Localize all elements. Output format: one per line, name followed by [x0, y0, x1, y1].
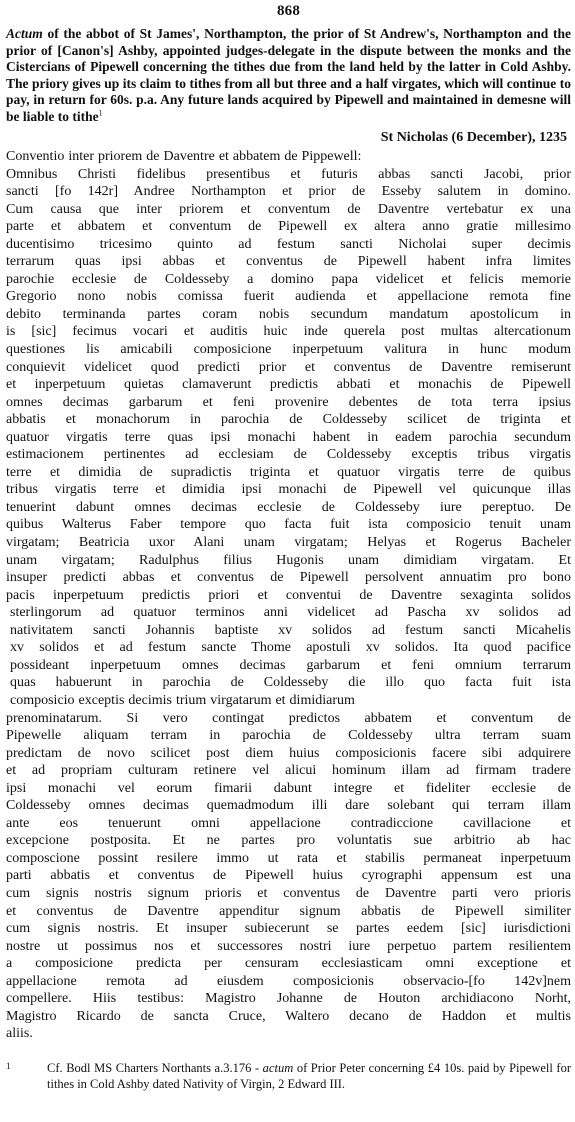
charter-line: sterlingorum ad quatuor terminos anni videlicet ad Pascha xv solidos ad — [10, 605, 571, 621]
charter-line: quatuor virgatis terre quas ipsi monachi habent in eadem parochia secundum — [6, 429, 571, 445]
charter-line: is [sic] fecimus vocari et auditis huic inde querela post multas altercationum — [6, 324, 571, 340]
charter-line: compellere. Hiis testibus: Magistro Johanne de Houton archidiacono Norht, — [6, 991, 571, 1007]
charter-line: debito terminanda partes coram nobis secundum mandatum apostolicum in — [6, 306, 571, 322]
charter-line: Omnibus Christi fidelibus presentibus et futuris abbas sancti Jacobi, prior — [6, 166, 571, 182]
charter-line: composcione possint resilere immo ut rata et stabilis permaneat inperpetuum — [6, 850, 571, 866]
charter-line: pacis inperpetuum predictis priori et conventui de Daventre sexaginta solidos — [6, 587, 571, 603]
footnote-italic: actum — [262, 1061, 294, 1075]
charter-line: tribus virgatis terre et dimidia ipsi monachi de Pipewell vel quicunque illas — [6, 482, 571, 498]
charter-line: prenominatarum. Si vero contingat predictos abbatem et conventum de — [6, 710, 571, 726]
charter-line: xv solidos et ad festum sancte Thome apostuli xv solidos. Ita quod pacifice — [10, 640, 571, 656]
charter-line: parti abbatis et conventus de Pipewell huius cyrographi appensum est una — [6, 868, 571, 884]
charter-line: terrarum quas ipsi abbas et conventus de Pipewell habent infra limites — [6, 254, 571, 270]
footnote-mark: 1 — [6, 1061, 11, 1071]
charter-line: excepcione postposita. Et ne partes pro voluntatis sue arbitrio ab hac — [6, 833, 571, 849]
charter-line: predictam de novo scilicet post diem huius composicionis facere sibi adquirere — [6, 745, 571, 761]
charter-line: parochie ecclesie de Coldesseby a domino papa videlicet et felicis memorie — [6, 271, 571, 287]
footnote-reference[interactable]: 1 — [98, 108, 103, 117]
charter-line: Magistro Ricardo de sancta Cruce, Waltero decano de Haddon et multis — [6, 1008, 571, 1024]
charter-line: et inperpetuum quietas clamaverunt predictis abbati et monachis de Pipewell — [6, 377, 571, 393]
footnote-text-before: Cf. Bodl MS Charters Northants a.3.176 - — [47, 1061, 263, 1075]
charter-line: estimacionem pertinentes ad ecclesiam de Coldesseby exceptis tribus virgatis — [6, 447, 571, 463]
charter-line: nativitatem sancti Johannis baptiste xv solidos ad festum sancti Micahelis — [10, 622, 571, 638]
charter-line: abbatis et monachorum in parochia de Coldesseby scilicet de triginta et — [6, 412, 571, 428]
charter-line: quas habuerunt in parochia de Coldesseby die illo quo facta fuit ista — [10, 675, 571, 691]
charter-line: Coldesseby omnes decimas quemadmodum illi dare solebant qui terram illam — [6, 798, 571, 814]
charter-summary — [6, 26, 571, 125]
charter-text — [6, 148, 571, 1043]
charter-line: ducentisimo tricesimo quinto ad festum sancti Nicholai super decimis — [6, 236, 571, 252]
charter-line: composicio exceptis decimis trium virgatarum et dimidiarum — [10, 692, 355, 708]
document-page — [6, 0, 571, 1122]
charter-line: tenuerint dabunt omnes decimas ecclesie de Coldesseby iure pereptuo. De — [6, 499, 571, 515]
charter-line: virgatam; Beatricia uxor Alani unam virgatam; Helyas et Rogerus Bacheler — [6, 535, 571, 551]
page-number: 868 — [276, 3, 301, 19]
charter-line: Conventio inter priorem de Daventre et abbatem de Pippewell: — [6, 149, 362, 164]
charter-line: Gregorio nono nobis comissa fuerit audienda et appellacione remota fine — [6, 289, 571, 305]
footnote-text — [47, 1061, 571, 1092]
charter-line: questiones lis amicabili composicione inperpetuum valitura in hunc modum — [6, 342, 571, 358]
charter-line: terre et dimidia de supradictis triginta et quatuor virgatis terre de quibus — [6, 464, 571, 480]
charter-line: cum signis nostris signum prioris et conventus de Daventre parti vero prioris — [6, 885, 571, 901]
charter-line: nostre ut possimus nos et successores nostri iure perpetuo partem resilientem — [6, 938, 571, 954]
charter-line: quibus Walterus Faber tempore quo facta fuit ista composicio tenuit unam — [6, 517, 571, 533]
footnote-text-after: of Prior Peter concerning £4 10s. paid by Pipewell for tithes in Cold Ashby dated Nativity of Virgin, 2 Edward III. — [47, 1061, 571, 1091]
charter-dateline: St Nicholas (6 December), 1235 — [380, 130, 567, 145]
charter-line: omnes decimas garbarum et feni provenire debentes de tota terra ipsius — [6, 394, 571, 410]
charter-line: a composicione predicta per censuram ecclesiasticam omni exceptione et — [6, 956, 571, 972]
charter-line: conquievit videlicet quod predicti prior et conventus de Daventre remiserunt — [6, 359, 571, 375]
charter-line: unam virgatam; Radulphus filius Hugonis unam dimidiam virgatam. Et — [6, 552, 571, 568]
charter-line: sancti [fo 142r] Andree Northampton et prior de Esseby salutem in domino. — [6, 184, 571, 200]
charter-line: insuper predicti abbas et conventus de Pipewell persolvent annuatim pro bono — [6, 570, 571, 586]
charter-line: et conventus de Daventre appenditur signum abbatis de Pipewell similiter — [6, 903, 571, 919]
charter-line: cum signis nostris. Et insuper subiecerunt se partes eedem [sic] iurisdictioni — [6, 921, 571, 937]
charter-line: Pipewelle aliquam terram in parochia de Coldesseby ultra terram suam — [6, 728, 571, 744]
charter-line: parte et abbatem et conventum de Pipewell ex altera anno gratie millesimo — [6, 219, 571, 235]
charter-line: Cum causa que inter priorem et conventum de Daventre vertebatur ex una — [6, 201, 571, 217]
summary-actum: Actum — [6, 26, 43, 41]
charter-line: aliis. — [6, 1026, 33, 1042]
charter-line: et ad propriam culturam retinere vel alicui hominum illam ad firmam tradere — [6, 763, 571, 779]
charter-line: possideant inperpetuum omnes decimas garbarum et feni omnium terrarum — [10, 657, 571, 673]
charter-line: ante eos tenuerunt omni appellacione contradiccione cavillacione et — [6, 815, 571, 831]
charter-line: appellacione remota ad eiusdem composicionis observacio-[fo 142v]nem — [6, 973, 571, 989]
footnote — [6, 1061, 571, 1092]
charter-line: ipsi monachi vel eorum fimarii dabunt integre et fideliter ecclesie de — [6, 780, 571, 796]
summary-text: of the abbot of St James', Northampton, the prior of St Andrew's, Northampton and the prior of [Canon's] Ashby, appointed judges-delegate in the dispute between the monks and the Cistercians of Pipewell concerning the tithes due from the land held by the latter in Cold Ashby. The priory gives up its claim to tithes from all but three and a half virgates, which will continue to pay, in return for 60s. p.a. Any future lands acquired by Pipewell and maintained in demesne will be liable to tithe — [6, 26, 571, 124]
